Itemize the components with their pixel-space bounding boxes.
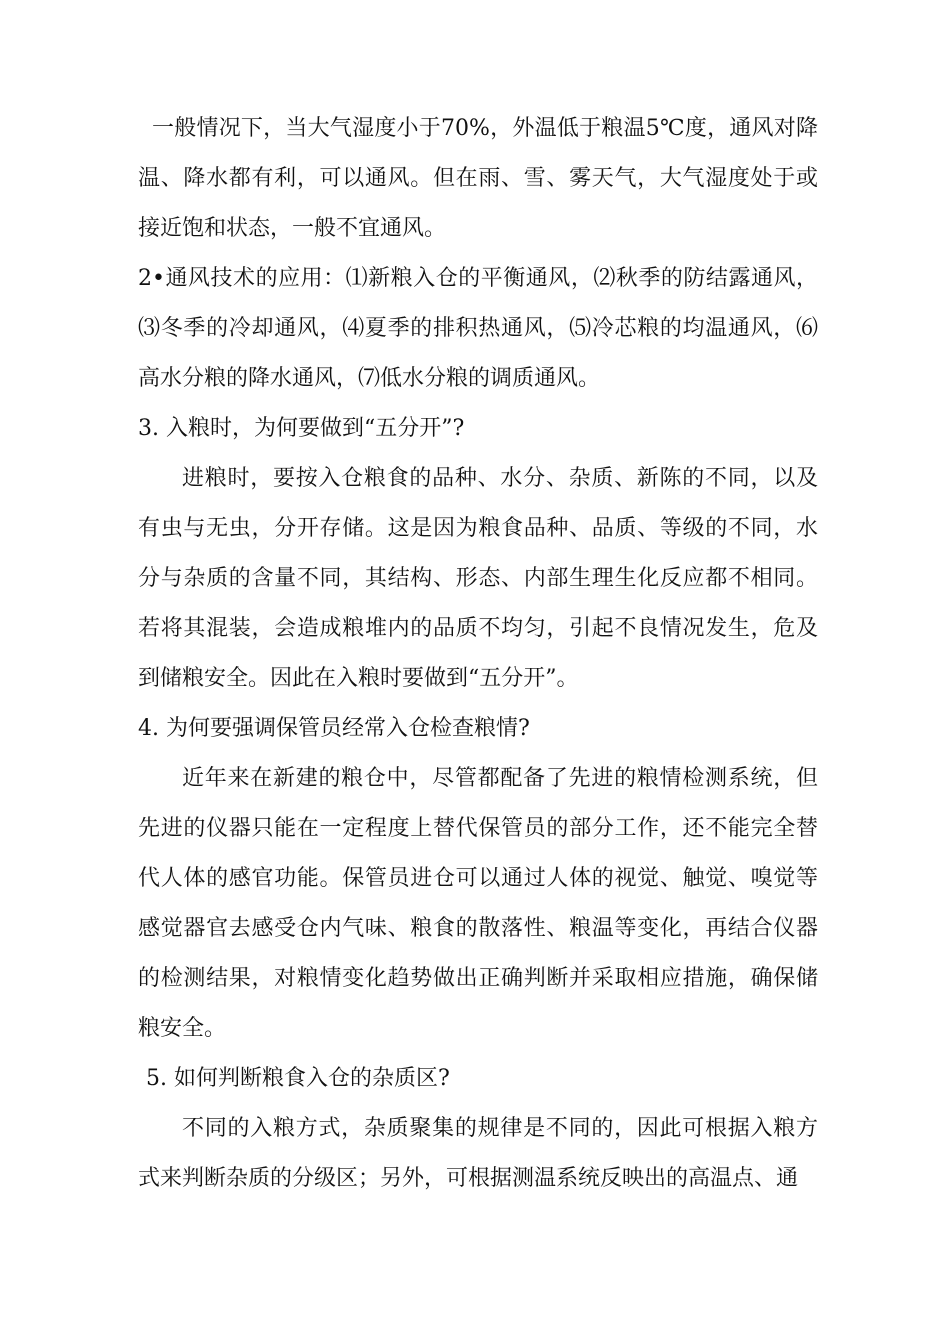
paragraph-ventilation-applications: 2•通风技术的应用：⑴新粮入仓的平衡通风，⑵秋季的防结露通风，⑶冬季的冷却通风，⑷夏季的排积热通风，⑸冷芯粮的均温通风，⑹高水分粮的降水通风，⑺低水分粮的调质通风。 [138, 266, 818, 391]
answer-3-paragraph: 进粮时，要按入仓粮食的品种、水分、杂质、新陈的不同，以及有虫与无虫，分开存储。这是因为粮食品种、品质、等级的不同，水分与杂质的含量不同，其结构、形态、内部生理生化反应都不相同。若将其混装，会造成粮堆内的品质不均匀，引起不良情况发生，危及到储粮安全。因此在入粮时要做到“五分开”。 [138, 466, 818, 691]
question-4-heading: 4. 为何要强调保管员经常入仓检查粮情? [138, 716, 530, 741]
document-page [138, 104, 818, 1204]
question-5-heading: 5. 如何判断粮食入仓的杂质区? [146, 1066, 450, 1091]
paragraph-ventilation-conditions: 一般情况下，当大气湿度小于70%，外温低于粮温5℃度，通风对降温、降水都有利，可以通风。但在雨、雪、雾天气，大气湿度处于或接近饱和状态，一般不宜通风。 [138, 116, 818, 241]
answer-5-paragraph: 不同的入粮方式，杂质聚集的规律是不同的，因此可根据入粮方式来判断杂质的分级区；另外，可根据测温系统反映出的高温点、通 [138, 1116, 818, 1191]
question-3-heading: 3. 入粮时，为何要做到“五分开”? [138, 416, 465, 441]
answer-4-paragraph: 近年来在新建的粮仓中，尽管都配备了先进的粮情检测系统，但先进的仪器只能在一定程度上替代保管员的部分工作，还不能完全替代人体的感官功能。保管员进仓可以通过人体的视觉、触觉、嗅觉等感觉器官去感受仓内气味、粮食的散落性、粮温等变化，再结合仪器的检测结果，对粮情变化趋势做出正确判断并采取相应措施，确保储粮安全。 [138, 766, 818, 1041]
